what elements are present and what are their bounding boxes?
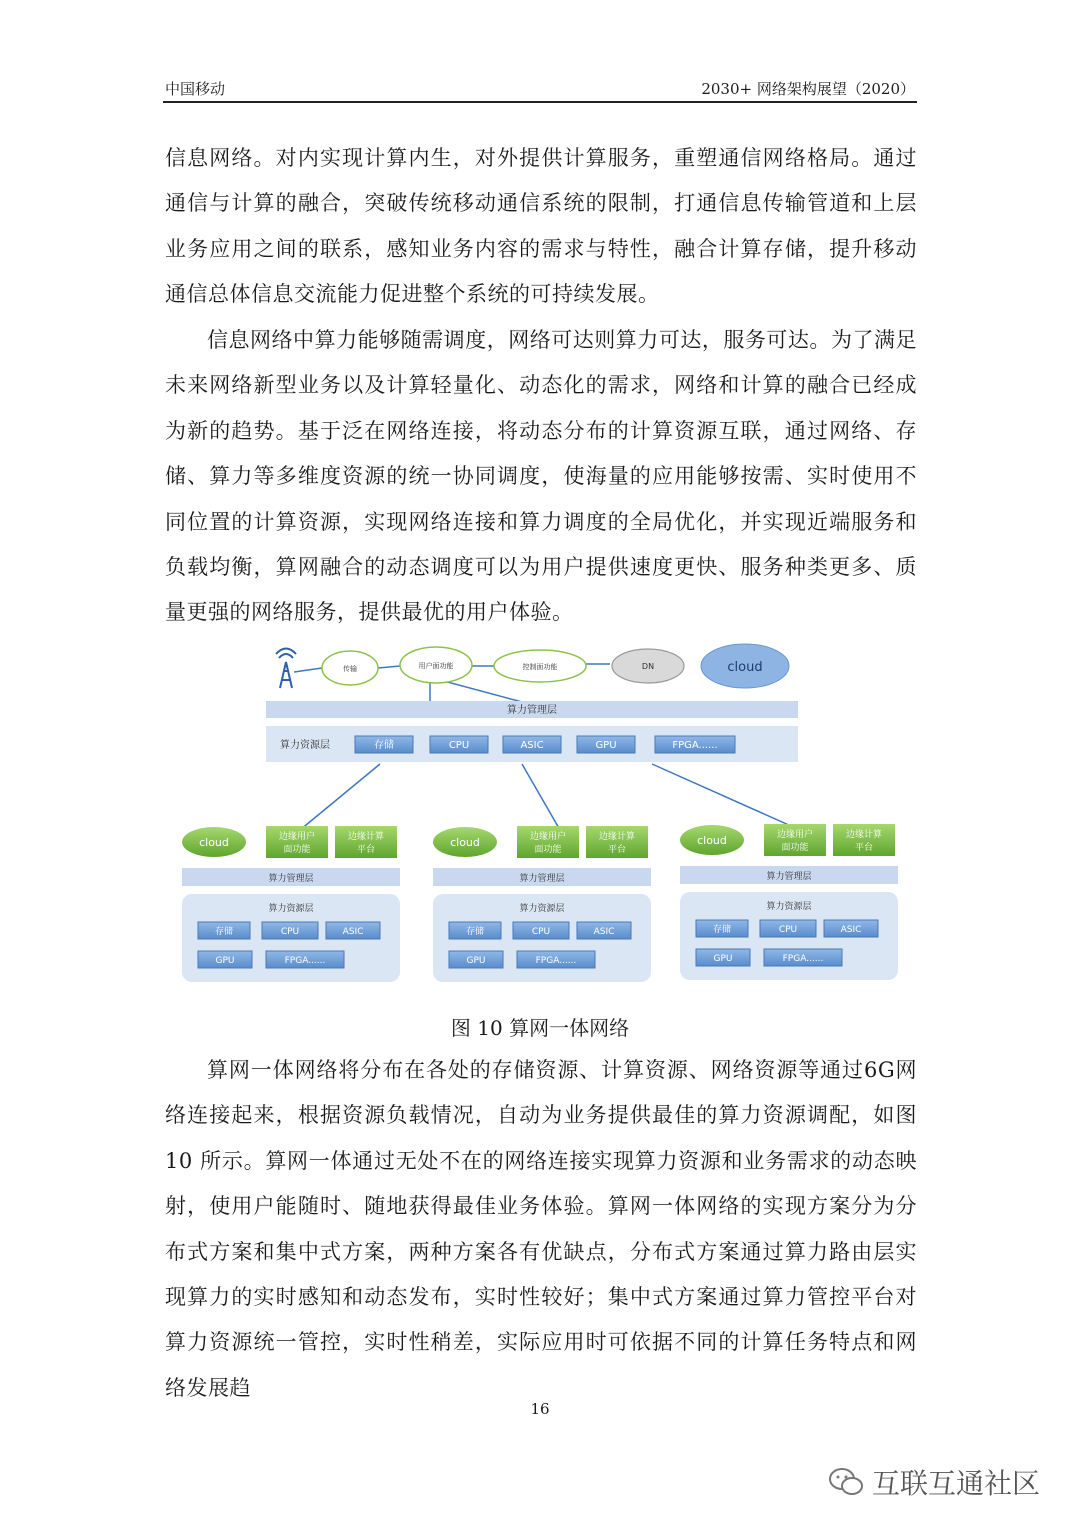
svg-text:边缘用户: 边缘用户 — [776, 830, 814, 840]
svg-text:DN: DN — [641, 662, 655, 671]
svg-text:CPU: CPU — [531, 927, 551, 937]
figure-caption: 图 10 算网一体网络 — [450, 1016, 630, 1040]
edge-node-1 — [182, 826, 400, 982]
svg-text:控制面功能: 控制面功能 — [522, 663, 558, 671]
svg-text:存储: 存储 — [712, 925, 732, 935]
svg-text:边缘计算: 边缘计算 — [845, 830, 883, 840]
cloud-user-plane — [400, 647, 472, 683]
cloud-control-plane — [494, 650, 586, 682]
network-diagram — [199, 640, 883, 992]
svg-text:FPGA......: FPGA...... — [535, 956, 577, 966]
svg-text:算力资源层: 算力资源层 — [268, 904, 314, 914]
svg-text:FPGA......: FPGA...... — [672, 740, 718, 751]
cloud-dn — [612, 649, 684, 683]
svg-text:边缘用户: 边缘用户 — [278, 832, 316, 842]
svg-text:cloud: cloud — [199, 836, 229, 849]
svg-text:算力资源层: 算力资源层 — [519, 904, 565, 914]
header-right: 2030+ 网络架构展望（2020） — [701, 80, 915, 98]
top-mgmt-label: 算力管理层 — [507, 705, 557, 716]
svg-text:FPGA......: FPGA...... — [782, 954, 824, 964]
svg-text:传输: 传输 — [343, 665, 357, 673]
paragraph-2: 信息网络中算力能够随需调度，网络可达则算力可达，服务可达。为了满足未来网络新型业务以及计算轻量化、动态化的需求，网络和计算的融合已经成为新的趋势。基于泛在网络连接，将动态分布的计算资源互联，通过网络、存储、算力等多维度资源的统一协同调度，使海量的应用能够按需、实时使用不同位置的计算资源，实现网络连接和算力调度的全局优化，并实现近端服务和负载均衡，算网融合的动态调度可以为用户提供速度更快、服务种类更多、质量更强的网络服务，提供最优的用户体验。 — [165, 328, 917, 625]
edge-node-2 — [433, 826, 651, 982]
header-left: 中国移动 — [165, 80, 226, 98]
svg-text:平台: 平台 — [607, 845, 627, 855]
cloud-transport — [322, 651, 378, 685]
svg-text:GPU: GPU — [713, 954, 733, 964]
watermark — [828, 1462, 1040, 1502]
svg-text:存储: 存储 — [465, 927, 485, 937]
svg-text:边缘用户: 边缘用户 — [529, 832, 567, 842]
header-rule — [163, 101, 917, 103]
svg-text:ASIC: ASIC — [840, 925, 862, 935]
edge-links — [300, 764, 800, 830]
svg-text:算力管理层: 算力管理层 — [766, 872, 812, 882]
wechat-icon — [828, 1467, 864, 1497]
paragraph-3: 算网一体网络将分布在各处的存储资源、计算资源、网络资源等通过6G网络连接起来，根据资源负载情况，自动为业务提供最佳的算力资源调配，如图10 所示。算网一体通过无处不在的网络连接实现算力资源和业务需求的动态映射，使用户能随时、随地获得最佳业务体验。算网一体网络的实现方案分为分布式方案和集中式方案，两种方案各有优缺点，分布式方案通过算力路由层实现算力的实时感知和动态发布，实时性较好；集中式方案通过算力管控平台对算力资源统一管控，实时性稍差，实际应用时可依据不同的计算任务特点和网络发展趋 — [165, 1058, 917, 1400]
svg-text:cloud: cloud — [727, 660, 763, 675]
cloud-main — [701, 644, 789, 688]
svg-text:面功能: 面功能 — [534, 845, 562, 855]
svg-text:存储: 存储 — [214, 927, 234, 937]
svg-text:GPU: GPU — [595, 740, 617, 751]
svg-text:平台: 平台 — [854, 843, 874, 853]
antenna-icon — [276, 649, 296, 689]
svg-text:cloud: cloud — [450, 836, 480, 849]
svg-text:ASIC: ASIC — [520, 740, 544, 751]
svg-text:ASIC: ASIC — [342, 927, 364, 937]
watermark-text: 互联互通社区 — [871, 1467, 1040, 1500]
svg-text:GPU: GPU — [466, 956, 486, 966]
svg-text:平台: 平台 — [356, 845, 376, 855]
svg-text:算力管理层: 算力管理层 — [519, 874, 565, 884]
svg-text:CPU: CPU — [778, 925, 798, 935]
svg-text:边缘计算: 边缘计算 — [598, 832, 636, 842]
svg-text:ASIC: ASIC — [593, 927, 615, 937]
top-resource-label: 算力资源层 — [280, 740, 330, 751]
page-number: 16 — [530, 1400, 550, 1418]
svg-text:算力管理层: 算力管理层 — [268, 874, 314, 884]
svg-text:CPU: CPU — [280, 927, 300, 937]
svg-text:面功能: 面功能 — [283, 845, 311, 855]
svg-text:cloud: cloud — [697, 834, 727, 847]
svg-text:算力资源层: 算力资源层 — [766, 902, 812, 912]
svg-text:存储: 存储 — [374, 740, 394, 751]
svg-text:CPU: CPU — [448, 740, 470, 751]
svg-text:面功能: 面功能 — [781, 843, 809, 853]
svg-text:FPGA......: FPGA...... — [284, 956, 326, 966]
svg-text:GPU: GPU — [215, 956, 235, 966]
top-resource-boxes — [355, 736, 735, 753]
svg-text:用户面功能: 用户面功能 — [418, 662, 454, 670]
edge-node-3 — [680, 824, 898, 980]
paragraph-1: 信息网络。对内实现计算内生，对外提供计算服务，重塑通信网络格局。通过通信与计算的融合，突破传统移动通信系统的限制，打通信息传输管道和上层业务应用之间的联系，感知业务内容的需求与特性，融合计算存储，提升移动通信总体信息交流能力促进整个系统的可持续发展。 — [165, 146, 917, 307]
svg-text:边缘计算: 边缘计算 — [347, 832, 385, 842]
